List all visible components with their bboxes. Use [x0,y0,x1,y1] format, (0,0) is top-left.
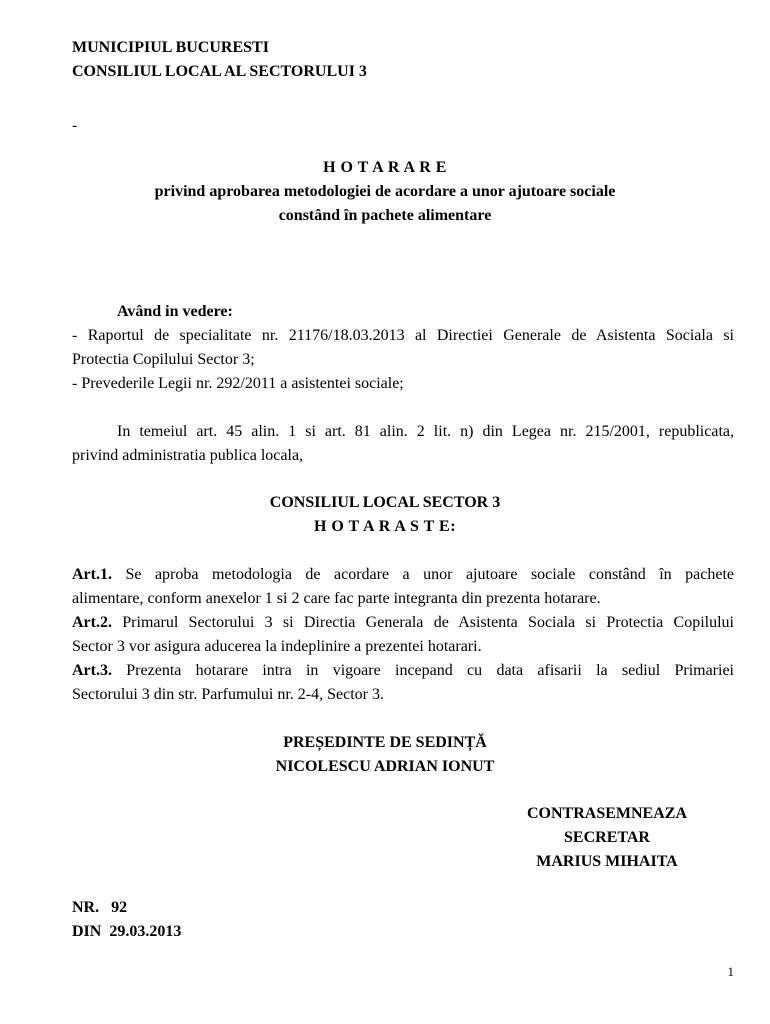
countersign-label: CONTRASEMNEAZA [526,805,687,822]
decision-body: CONSILIUL LOCAL SECTOR 3 [269,494,501,511]
article-2-line2: Sector 3 vor asigura aducerea la indeplinire a prezentei hotarari. [72,638,482,655]
header-municipality: MUNICIPIUL BUCURESTI [72,39,269,56]
president-name: NICOLESCU ADRIAN IONUT [275,758,495,775]
header-council: CONSILIUL LOCAL AL SECTORULUI 3 [72,63,367,80]
preamble-intro: Având in vedere: [117,303,233,320]
article-3-line1 [72,659,734,683]
president-title: PREȘEDINTE DE SEDINȚĂ [283,734,487,751]
article-2-text: Primarul Sectorului 3 si Directia Generala de Asistenta Sociala si Protectia Copilului [111,614,734,631]
document-subtitle-line2: constând în pachete alimentare [278,207,492,224]
preamble-item2: - Prevederile Legii nr. 292/2011 a asistentei sociale; [72,375,404,392]
page-number: 1 [727,964,734,979]
header-dash: - [72,117,78,134]
preamble-item1-line2: Protectia Copilului Sector 3; [72,351,255,368]
decision-date: DIN 29.03.2013 [72,923,182,940]
article-3-text: Prezenta hotarare intra in vigoare incepand cu data afisarii la sediul Primariei [111,662,734,679]
decision-verb: H O T A R A S T E: [313,518,457,535]
decision-number: NR. 92 [72,899,128,916]
legal-basis-line2: privind administratia publica locala, [72,447,304,464]
preamble-item1-line1: - Raportul de specialitate nr. 21176/18.03.2013 al Directiei Generale de Asistenta Sociala si [72,327,734,344]
article-2-line1 [72,611,734,635]
article-1-label: Art.1. [72,566,112,583]
article-2-label: Art.2. [72,614,112,631]
document-title: H O T A R A R E [323,159,447,176]
article-1-line2: alimentare, conform anexelor 1 si 2 care fac parte integranta din prezenta hotarare. [72,590,601,607]
article-1-line1 [72,563,734,587]
article-3-label: Art.3. [72,662,112,679]
secretary-name: MARIUS MIHAITA [536,853,678,870]
secretary-title: SECRETAR [564,829,650,846]
legal-basis-line1: In temeiul art. 45 alin. 1 si art. 81 alin. 2 lit. n) din Legea nr. 215/2001, republicata, [117,423,734,440]
document-subtitle-line1: privind aprobarea metodologiei de acordare a unor ajutoare sociale [154,183,616,200]
article-3-line2: Sectorului 3 din str. Parfumului nr. 2-4, Sector 3. [72,686,384,703]
article-1-text: Se aproba metodologia de acordare a unor ajutoare sociale constând în pachete [111,566,734,583]
